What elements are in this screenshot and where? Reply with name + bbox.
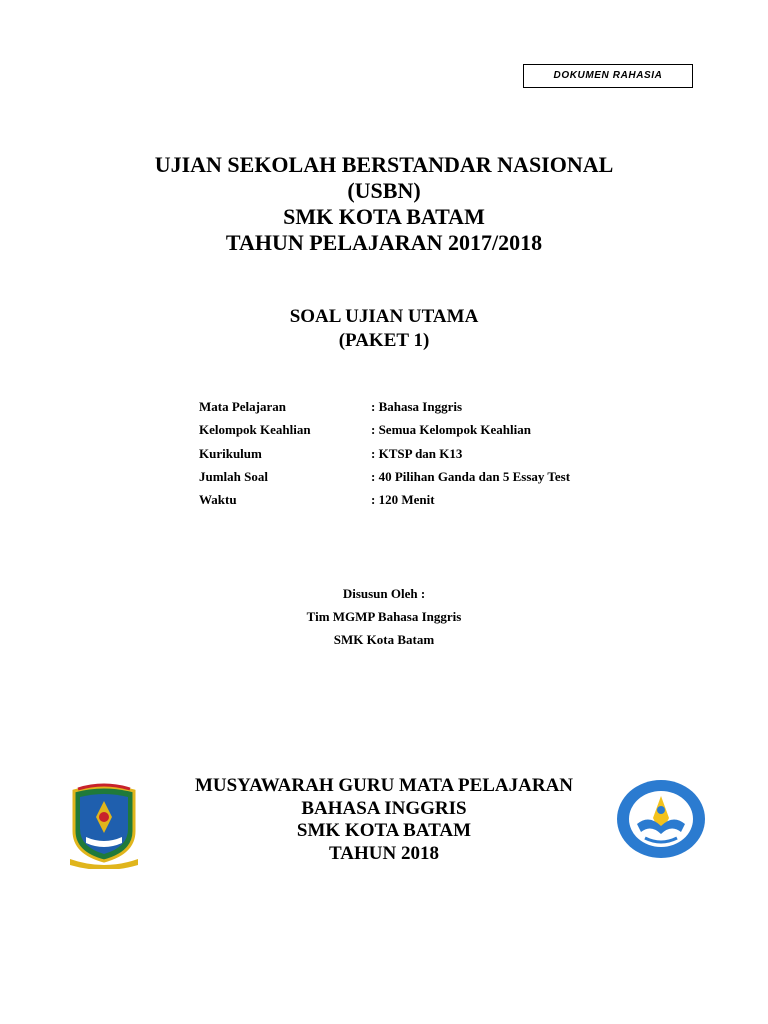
document-subtitle [0,305,768,353]
document-title [0,152,768,256]
info-value: : 40 Pilihan Ganda dan 5 Essay Test [371,468,571,484]
title-line: (USBN) [347,178,421,203]
info-value: : 120 Menit [371,492,435,508]
info-label: Waktu [199,492,237,508]
info-value: : KTSP dan K13 [371,445,463,461]
author-line: SMK Kota Batam [333,632,435,647]
info-label: Kurikulum [199,445,262,461]
subtitle-line: SOAL UJIAN UTAMA [289,306,479,327]
info-label: Kelompok Keahlian [199,422,311,438]
org-line: BAHASA INGGRIS [301,797,467,819]
title-line: UJIAN SEKOLAH BERSTANDAR NASIONAL [154,152,614,177]
info-value: : Semua Kelompok Keahlian [371,422,531,438]
org-line: SMK KOTA BATAM [296,820,472,841]
title-line: TAHUN PELAJARAN 2017/2018 [225,230,543,255]
tut-wuri-handayani-icon [615,778,707,860]
info-label: Mata Pelajaran [199,399,287,414]
org-line: MUSYAWARAH GURU MATA PELAJARAN [194,775,574,796]
author-line: Tim MGMP Bahasa Inggris [306,609,462,624]
confidential-badge: DOKUMEN RAHASIA [523,64,693,88]
org-line: TAHUN 2018 [329,842,439,864]
author-line: Disusun Oleh : [342,586,426,601]
subtitle-line: (PAKET 1) [338,330,430,351]
info-value: : Bahasa Inggris [371,399,463,414]
title-line: SMK KOTA BATAM [283,204,485,229]
info-label: Jumlah Soal [199,468,268,484]
author-block [0,582,768,651]
